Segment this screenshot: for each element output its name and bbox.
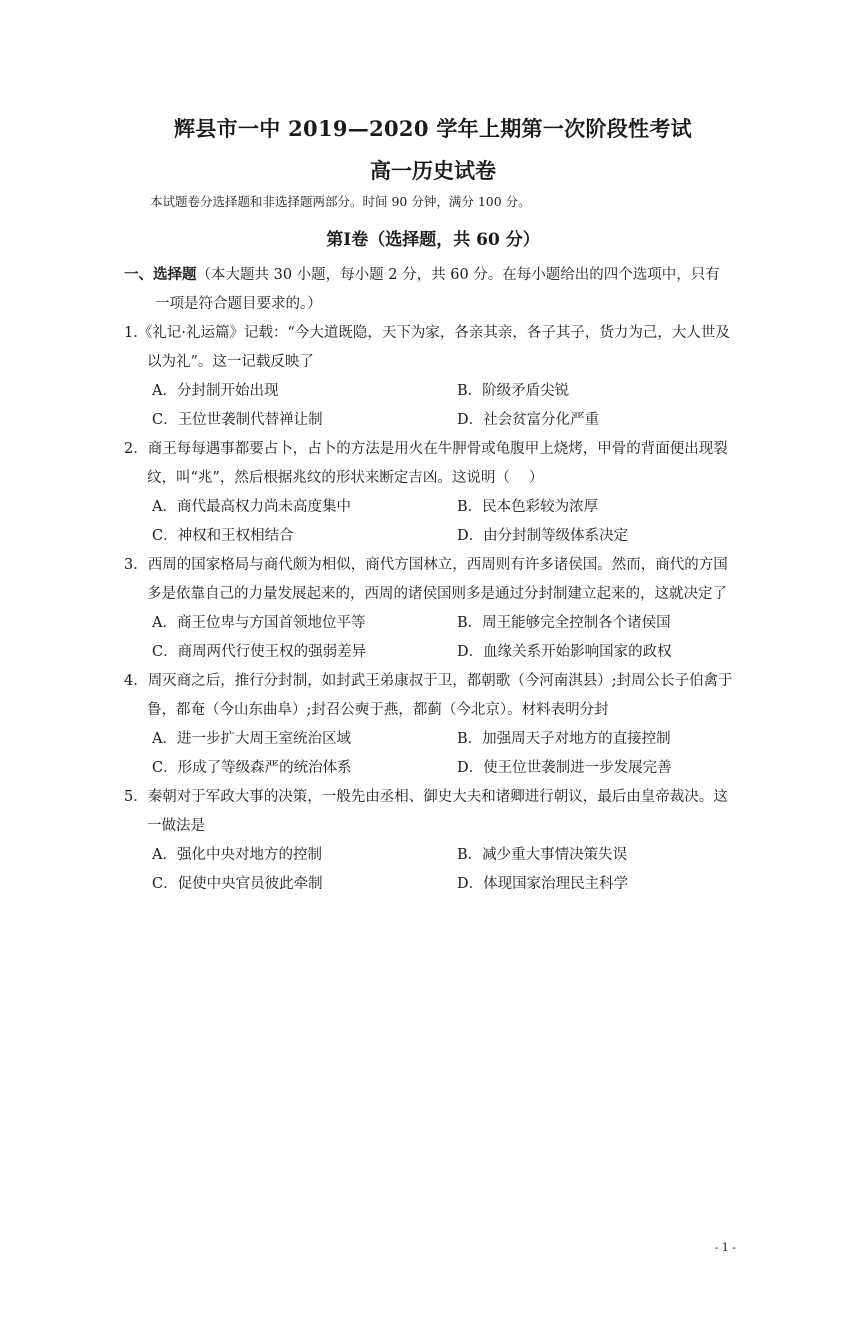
part-heading-line1 [124,260,742,290]
option-c[interactable]: C．形成了等级森严的统治体系 [152,760,352,776]
question-stem: 3．西周的国家格局与商代颇为相似，商代方国林立，西周则有许多诸侯国。然而，商代的方国多是依靠自己的力量发展起来的，西周的诸侯国则多是通过分封制建立起来的，这就决定了 [124,557,728,602]
option-c[interactable]: C．商周两代行使王权的强弱差异 [152,644,367,660]
exam-page [0,113,860,1329]
option-d[interactable]: D．使王位世袭制进一步发展完善 [457,760,672,776]
question-stem: 4．周灭商之后，推行分封制，如封武王弟康叔于卫，都朝歌（今河南淇县）;封周公长子伯禽于鲁，都奄（今山东曲阜）;封召公奭于燕，都蓟（今北京）。材料表明分封 [124,673,733,718]
answer-options [124,609,742,667]
part-description-continued: 一项是符合题目要求的。） [155,296,322,312]
part-title: 一、选择题 [124,266,197,283]
question-2 [124,435,742,551]
question-stem: 1.《礼记·礼运篇》记载：“今大道既隐，天下为家，各亲其亲，各子其子，货力为己，大人世及以为礼”。这一记载反映了 [124,325,730,370]
question-3 [124,551,742,667]
option-b[interactable]: B．民本色彩较为浓厚 [457,499,599,515]
option-a[interactable]: A．强化中央对地方的控制 [152,847,322,863]
page-number: - 1 - [714,1241,736,1254]
option-a[interactable]: A．进一步扩大周王室统治区域 [152,731,351,747]
section-title: 第Ⅰ卷（选择题，共 60 分） [326,230,540,250]
option-b[interactable]: B．减少重大事情决策失误 [457,847,628,863]
exam-instructions: 本试题卷分选择题和非选择题两部分。时间 90 分钟，满分 100 分。 [150,194,531,209]
exam-title: 辉县市一中 2019—2020 学年上期第一次阶段性考试 [174,116,692,141]
option-c[interactable]: C．王位世袭制代替禅让制 [152,412,323,428]
part-heading [124,260,742,319]
option-d[interactable]: D．体现国家治理民主科学 [457,876,629,892]
answer-options [124,841,742,899]
option-d[interactable]: D．血缘关系开始影响国家的政权 [457,644,672,660]
question-4 [124,667,742,783]
question-stem: 2．商王每每遇事都要占卜，占卜的方法是用火在牛胛骨或龟腹甲上烧烤，甲骨的背面便出现裂纹，叫“兆”，然后根据兆纹的形状来断定吉凶。这说明（ ） [124,441,728,486]
answer-options [124,377,742,435]
option-a[interactable]: A．商代最高权力尚未高度集中 [152,499,351,515]
option-b[interactable]: B．周王能够完全控制各个诸侯国 [457,615,671,631]
option-b[interactable]: B．加强周天子对地方的直接控制 [457,731,671,747]
part-description: （本大题共 30 小题，每小题 2 分，共 60 分。在每小题给出的四个选项中，只有 [196,267,720,283]
answer-options [124,725,742,783]
question-stem: 5．秦朝对于军政大事的决策，一般先由丞相、御史大夫和诸卿进行朝议，最后由皇帝裁决。这一做法是 [124,789,728,834]
option-d[interactable]: D．社会贫富分化严重 [457,412,600,428]
question-5 [124,783,742,899]
answer-options [124,493,742,551]
option-c[interactable]: C．促使中央官员彼此牵制 [152,876,323,892]
exam-subtitle: 高一历史试卷 [370,158,496,183]
option-d[interactable]: D．由分封制等级体系决定 [457,528,629,544]
question-1 [124,319,742,435]
option-b[interactable]: B．阶级矛盾尖锐 [457,383,570,399]
option-a[interactable]: A．商王位卑与方国首领地位平等 [152,615,366,631]
option-a[interactable]: A．分封制开始出现 [152,383,279,399]
option-c[interactable]: C．神权和王权相结合 [152,528,294,544]
